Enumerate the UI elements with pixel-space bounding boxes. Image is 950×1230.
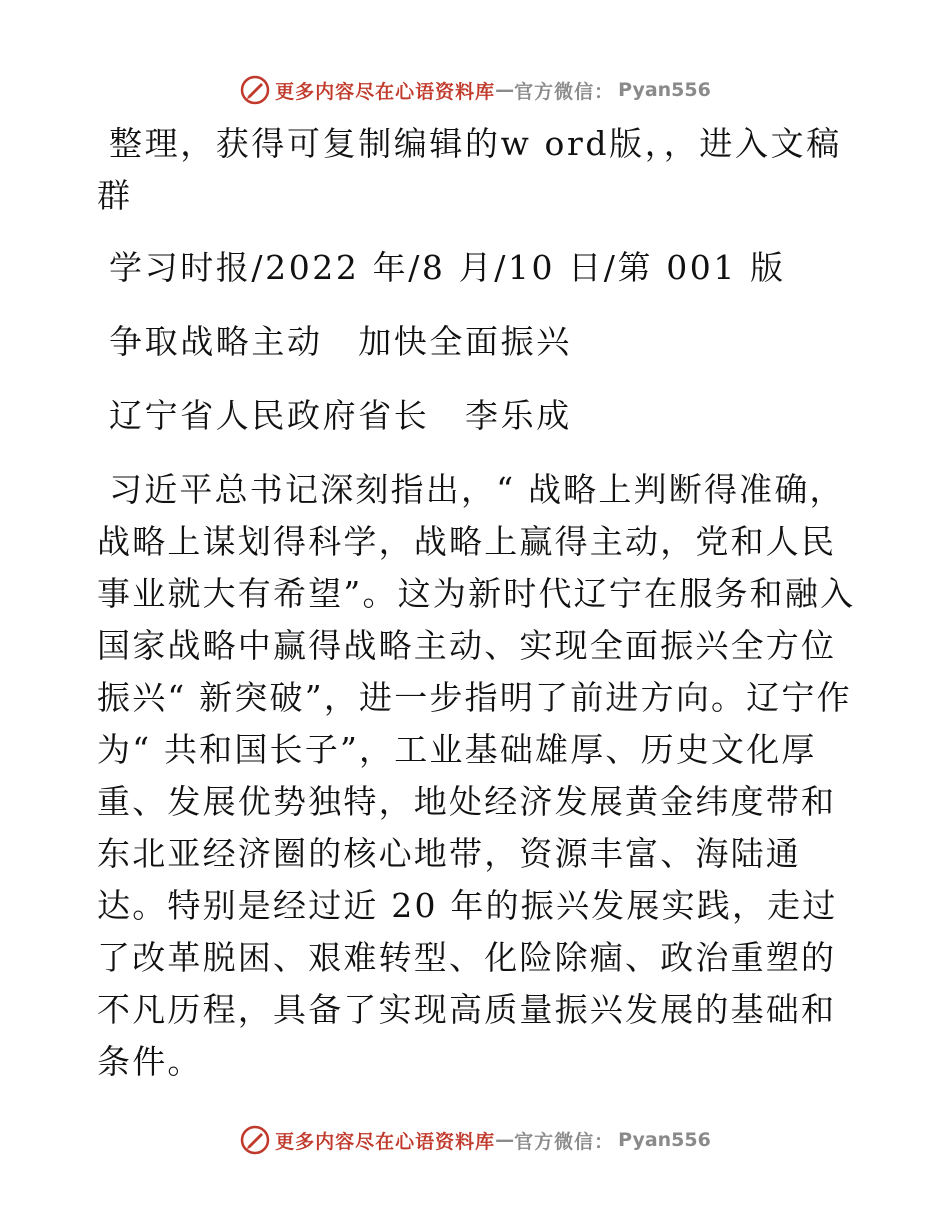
banner-brand-text: 更多内容尽在心语资料库 bbox=[275, 1130, 496, 1153]
banner-brand-text: 更多内容尽在心语资料库 bbox=[275, 80, 496, 103]
intro-paragraph: 整理，获得可复制编辑的w ord版，，进入文稿群 bbox=[97, 124, 842, 215]
header-banner bbox=[0, 70, 950, 110]
article-body-paragraph: 习近平总书记深刻指出，“ 战略上判断得准确，战略上谋划得科学，战略上赢得主动，党和人民事业就大有希望”。这为新时代辽宁在服务和融入国家战略中赢得战略主动、实现全面振兴全方位振兴“ 新突破”，进一步指明了前进方向。辽宁作为“ 共和国长子”，工业基础雄厚、历史文化厚重、发展优势独特，地处经济发展黄金纬度带和东北亚经济圈的核心地带，资源丰富、海陆通达。特别是经过近 20 年的振兴发展实践，走过了改革脱困、艰难转型、化险除痼、政治重塑的不凡历程，具备了实现高质量振兴发展的基础和条件。 bbox=[97, 470, 856, 1081]
article-title: 争取战略主动 加快全面振兴 bbox=[109, 322, 572, 361]
banner-separator: — bbox=[495, 1129, 515, 1151]
pen-logo-icon bbox=[239, 74, 271, 106]
source-line: 学习时报/2022 年/8 月/10 日/第 001 版 bbox=[109, 248, 786, 287]
document-body bbox=[97, 118, 857, 1110]
banner-wechat-id: Pyan556 bbox=[618, 1129, 711, 1151]
footer-banner bbox=[0, 1120, 950, 1160]
banner-separator: — bbox=[495, 79, 515, 101]
pen-logo-icon bbox=[239, 1124, 271, 1156]
banner-wechat-id: Pyan556 bbox=[618, 79, 711, 101]
article-author: 辽宁省人民政府省长 李乐成 bbox=[109, 396, 572, 435]
banner-official-text: 官方微信： bbox=[514, 80, 615, 103]
banner-official-text: 官方微信： bbox=[514, 1130, 615, 1153]
